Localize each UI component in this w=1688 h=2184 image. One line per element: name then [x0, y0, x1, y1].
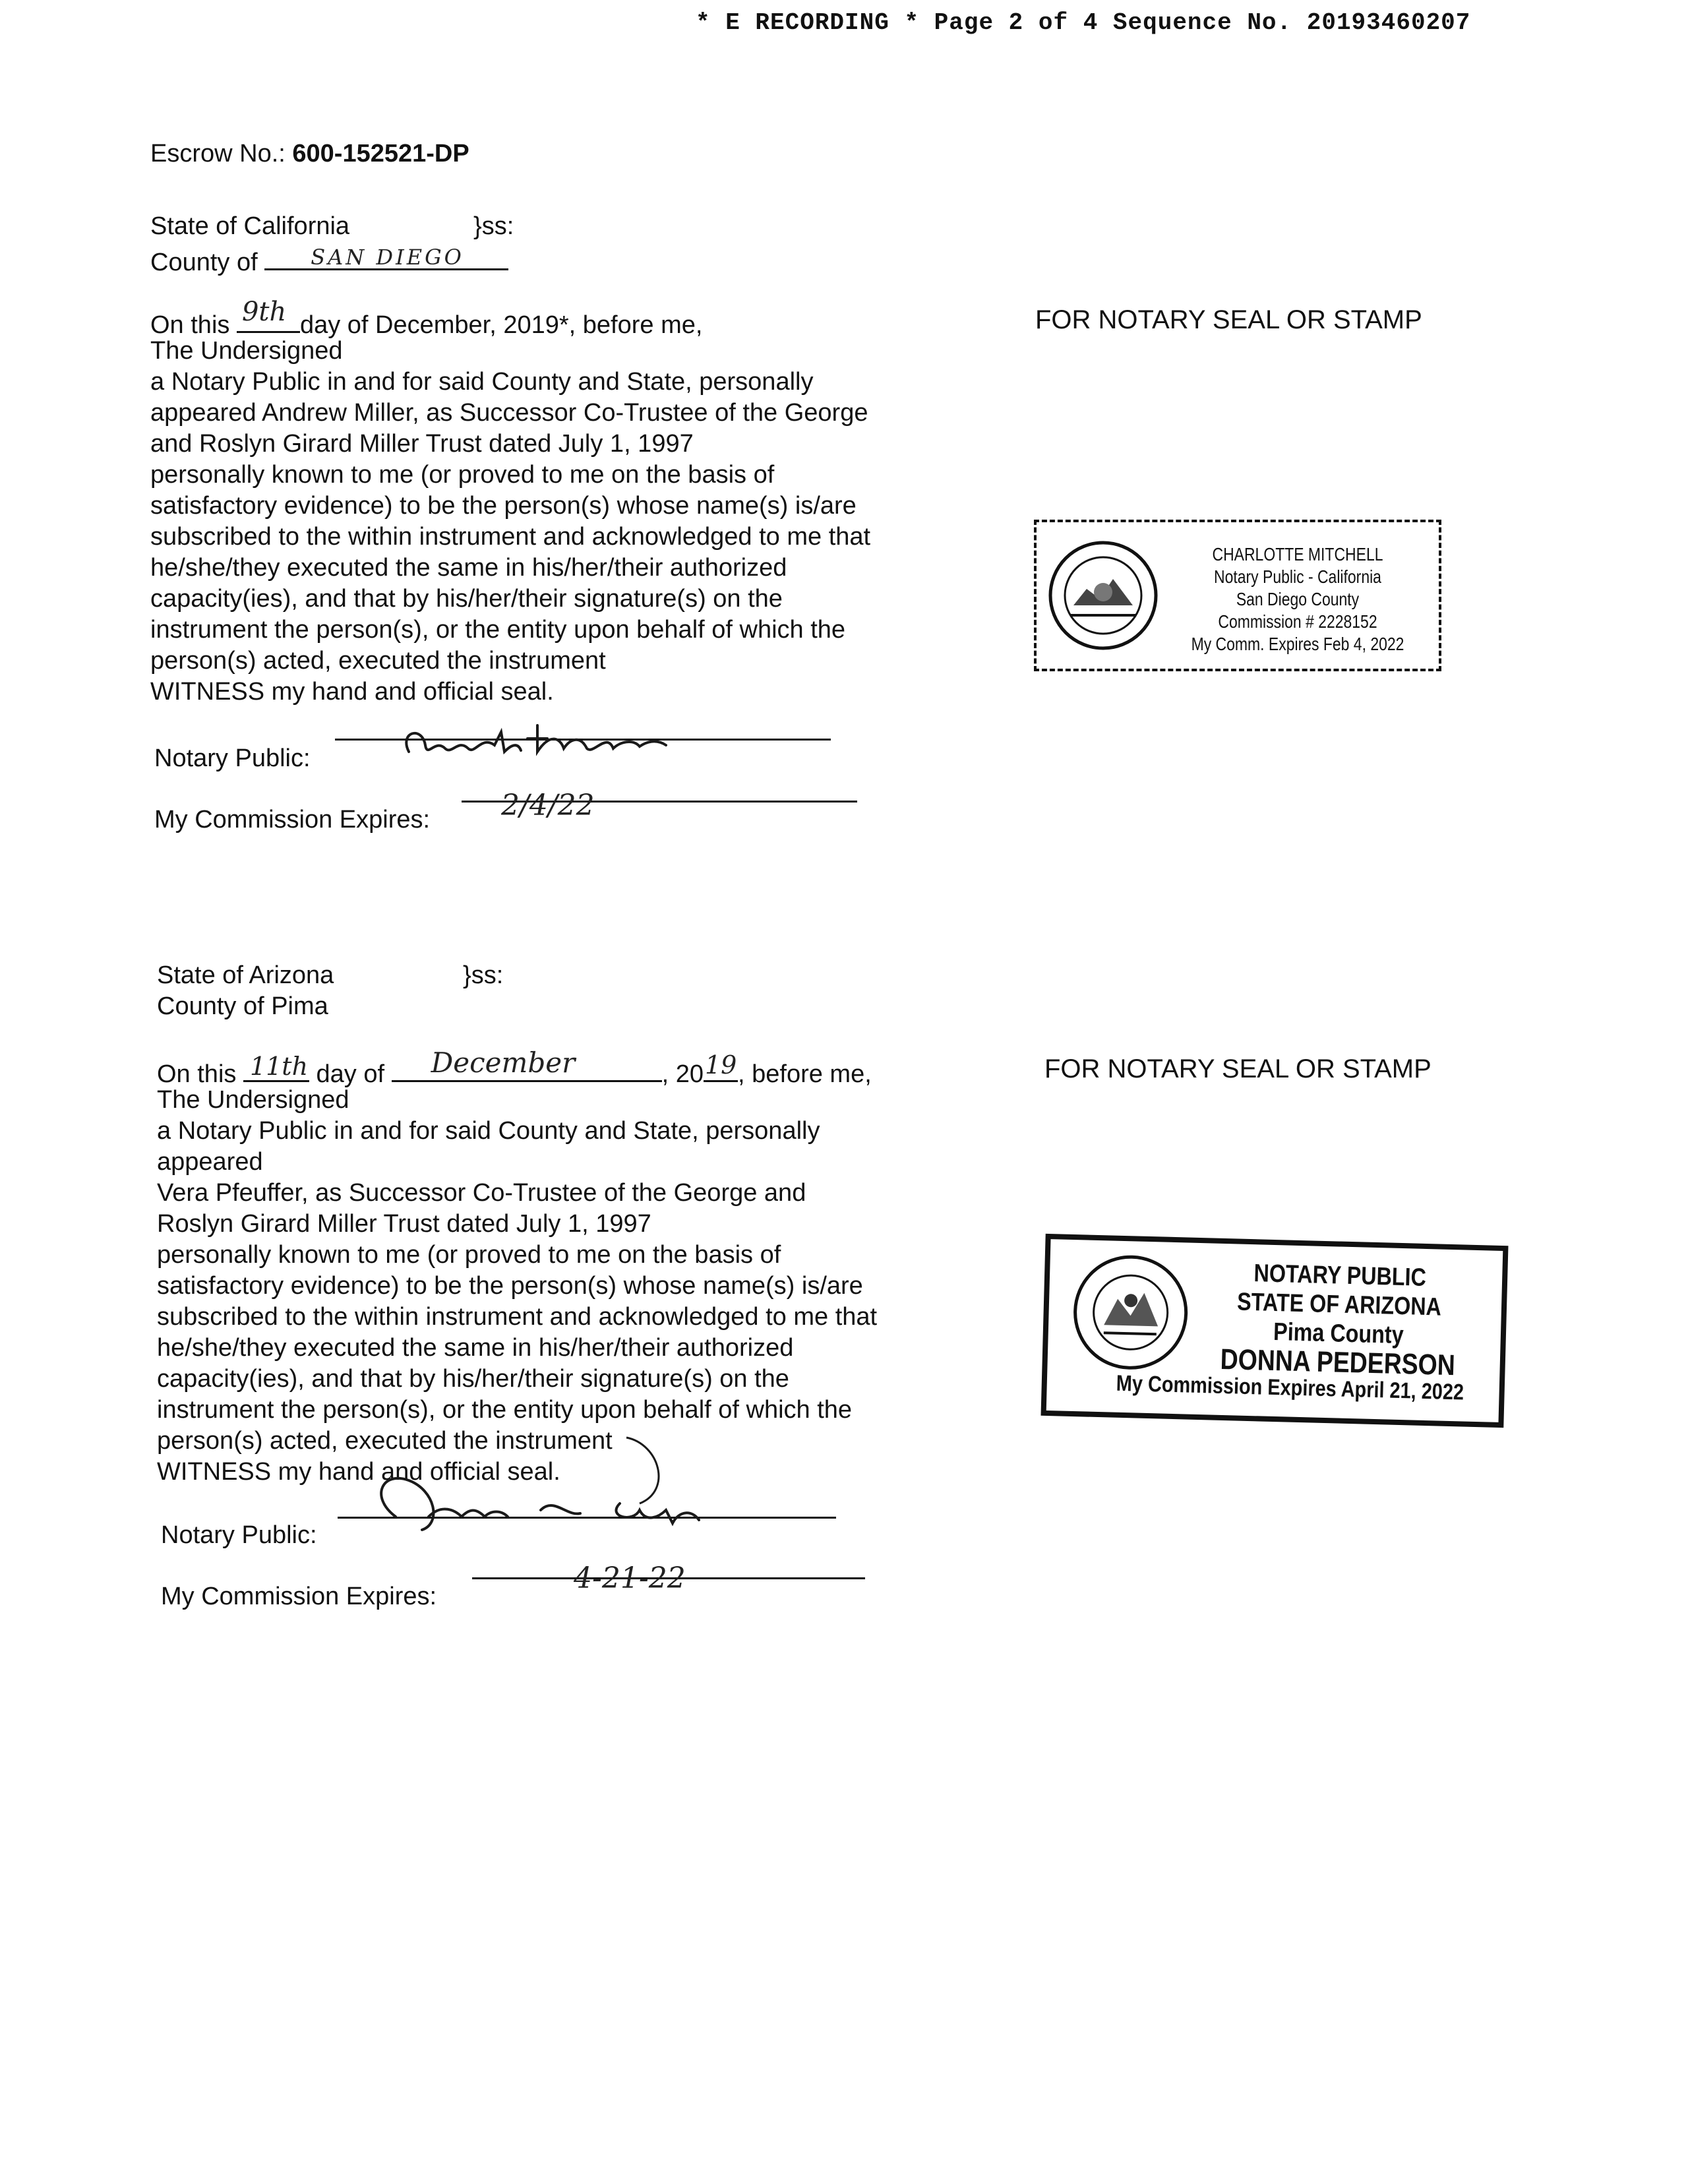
ca-day-handwritten: 9th: [241, 297, 287, 327]
ca-stamp-name: CHARLOTTE MITCHELL: [1212, 544, 1383, 564]
az-day-of: day of: [316, 1060, 385, 1088]
ca-body-line: person(s) acted, executed the instrument: [150, 647, 606, 675]
az-signature: [343, 1418, 804, 1550]
ca-body-line: subscribed to the within instrument and acknowledged to me that: [150, 523, 871, 551]
escrow-line: [150, 138, 469, 169]
az-on-this: On this: [157, 1060, 237, 1088]
az-body-line: capacity(ies), and that by his/her/their signature(s) on the: [157, 1365, 789, 1393]
ca-state-line: State of California: [150, 212, 350, 240]
ca-day-blank: [237, 297, 300, 333]
ca-stamp-line3: San Diego County: [1236, 589, 1360, 609]
ca-body-line: appeared Andrew Miller, as Successor Co-Trustee of the George: [150, 399, 868, 427]
escrow-number: 600-152521-DP: [292, 140, 469, 167]
ca-body-line: capacity(ies), and that by his/her/their signature(s) on the: [150, 585, 783, 613]
ca-body: [150, 336, 870, 708]
ca-stamp-line4: Commission # 2228152: [1218, 611, 1377, 632]
california-seal-icon: [1047, 539, 1159, 652]
az-stamp-line3: Pima County: [1273, 1318, 1404, 1350]
az-body-line: instrument the person(s), or the entity upon behalf of which the: [157, 1396, 853, 1424]
az-month-handwritten: December: [431, 1046, 576, 1079]
ca-body-line: instrument the person(s), or the entity upon behalf of which the: [150, 616, 846, 644]
az-before-me: , before me,: [738, 1060, 872, 1088]
ca-county-label: County of: [150, 249, 258, 276]
ca-county-line: [150, 242, 508, 278]
az-ss: }ss:: [463, 961, 504, 989]
ca-stamp-text: [1190, 543, 1406, 655]
ca-body-line: a Notary Public in and for said County and State, personally: [150, 368, 814, 396]
az-seal-label: FOR NOTARY SEAL OR STAMP: [1044, 1054, 1432, 1083]
az-body-line: he/she/they executed the same in his/her/their authorized: [157, 1334, 794, 1362]
arizona-seal-icon: [1070, 1252, 1191, 1374]
az-body-line: satisfactory evidence) to be the person(s) whose name(s) is/are: [157, 1272, 863, 1300]
az-year-handwritten: 19: [705, 1050, 737, 1079]
recording-header: * E RECORDING * Page 2 of 4 Sequence No. 20193460207: [696, 9, 1471, 36]
ca-stamp-line5: My Comm. Expires Feb 4, 2022: [1191, 634, 1404, 654]
az-stamp-line1: NOTARY PUBLIC: [1253, 1259, 1427, 1292]
ca-notary-stamp: [1034, 520, 1441, 671]
az-body-line: personally known to me (or proved to me on the basis of: [157, 1241, 781, 1269]
ca-stamp-line2: Notary Public - California: [1214, 566, 1381, 587]
ca-notary-public-label: Notary Public:: [154, 744, 311, 772]
ca-body-line: and Roslyn Girard Miller Trust dated July 1, 1997: [150, 430, 694, 458]
az-body-line: appeared: [157, 1148, 263, 1176]
ca-body-line: The Undersigned: [150, 337, 343, 365]
az-state-line: State of Arizona: [157, 961, 334, 989]
az-month-blank: [392, 1046, 662, 1082]
escrow-label: Escrow No.:: [150, 140, 286, 167]
az-day-handwritten: 11th: [249, 1052, 309, 1081]
az-notary-public-label: Notary Public:: [161, 1521, 317, 1549]
az-body-line: Vera Pfeuffer, as Successor Co-Trustee of the George and: [157, 1179, 806, 1207]
az-body-line: WITNESS my hand and official seal.: [157, 1458, 560, 1486]
ca-day-rest: day of December, 2019*, before me,: [299, 311, 703, 339]
ca-body-line: satisfactory evidence) to be the person(s) whose name(s) is/are: [150, 492, 857, 520]
az-year-prefix: , 20: [661, 1060, 704, 1088]
ca-body-line: he/she/they executed the same in his/her/their authorized: [150, 554, 787, 582]
az-stamp-text: [1214, 1258, 1463, 1381]
ca-seal-label: FOR NOTARY SEAL OR STAMP: [1035, 305, 1422, 334]
ca-body-line: personally known to me (or proved to me on the basis of: [150, 461, 775, 489]
ca-county-blank: [264, 242, 508, 270]
ca-commission-handwritten: 2/4/22: [501, 789, 595, 822]
az-day-blank: [243, 1054, 309, 1082]
az-body-line: a Notary Public in and for said County and State, personally: [157, 1117, 820, 1145]
az-commission-handwritten: 4-21-22: [574, 1562, 686, 1595]
ca-on-this: On this: [150, 311, 230, 339]
az-stamp-line5: My Commission Expires April 21, 2022: [1116, 1370, 1464, 1405]
az-body-line: The Undersigned: [157, 1086, 349, 1114]
az-county-line: County of Pima: [157, 992, 328, 1020]
az-stamp-line4: DONNA PEDERSON: [1220, 1343, 1456, 1382]
ca-signature: [396, 719, 725, 772]
az-stamp-line2: STATE OF ARIZONA: [1236, 1288, 1442, 1321]
az-year-blank: [704, 1050, 738, 1082]
ca-commission-label: My Commission Expires:: [154, 806, 431, 834]
az-body-line: person(s) acted, executed the instrument: [157, 1427, 613, 1455]
az-body-line: subscribed to the within instrument and acknowledged to me that: [157, 1303, 878, 1331]
ca-county-handwritten: SAN DIEGO: [311, 245, 464, 270]
ca-ss: }ss:: [473, 212, 514, 240]
az-notary-stamp: [1041, 1234, 1509, 1428]
ca-body-line: WITNESS my hand and official seal.: [150, 678, 554, 706]
az-commission-label: My Commission Expires:: [161, 1583, 437, 1610]
az-body-line: Roslyn Girard Miller Trust dated July 1, 1997: [157, 1210, 651, 1238]
